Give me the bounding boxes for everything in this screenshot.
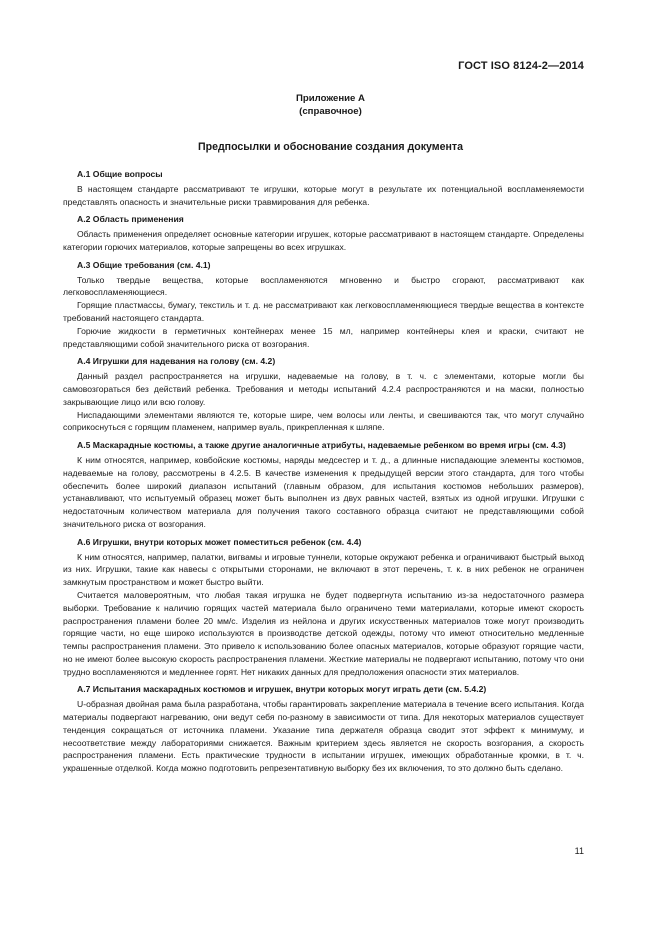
- paragraph: Только твердые вещества, которые воспламеняются мгновенно и быстро сгорают, рассматривают как легковоспламеняющиеся.: [63, 274, 584, 298]
- section-1: [63, 168, 584, 208]
- annex-title: Приложение А: [296, 93, 365, 104]
- document-title: Предпосылки и обоснование создания документа: [197, 141, 464, 153]
- paragraph: Горючие жидкости в герметичных контейнерах менее 15 мл, например контейнеры клея и краски, считают не представляющими собой значительного риска от возгорания.: [63, 325, 584, 349]
- paragraph: К ним относятся, например, палатки, вигвамы и игровые туннели, которые окружают ребенка и ограничивают быстрый выход из них. Игрушки, такие как навесы с открытыми сторонами, не включают в этот перечень, т. к. в них ребенок не ограничен замкнутым пространством и может быстро выйти.: [63, 551, 584, 588]
- paragraph: В настоящем стандарте рассматривают те игрушки, которые могут в результате их потенциальной воспламеняемости представлять опасность и значительные риски травмирования для ребенка.: [63, 183, 584, 207]
- section-4: [63, 355, 584, 434]
- section-title: А.5 Маскарадные костюмы, а также другие аналогичные атрибуты, надеваемые ребенком во время игры (см. 4.3): [77, 440, 566, 451]
- section-title: А.2 Область применения: [77, 214, 184, 225]
- section-7: [63, 683, 584, 775]
- section-6: [63, 536, 584, 679]
- paragraph: Считается маловероятным, что любая такая игрушка не будет подвергнута испытанию из-за недостаточного размера выборки. Требование к наличию горящих частей материала было ограничено теми материалами, которые имеют скорость распространения пламени более 20 мм/с. Изделия из нейлона и других искусственных материалов тоже могут производить горящие части, но еще широко используются в производстве детской одежды, потому что имеют относительно медленные темпы распространения пламени. Это привело к использованию более опасных материалов, которые образуют горящие части, но не имеют более высокую скорость распространения пламени. Жесткие материалы не подвергают испытанию, потому что они трудно воспламеняются и медленнее горят. Нет никаких данных для предположения опасности этих материалов.: [63, 589, 584, 677]
- paragraph: U-образная двойная рама была разработана, чтобы гарантировать закрепление материала в течение всего испытания. Когда материалы подвергают нагреванию, они ведут себя по-разному в зависимости от типа. Для некоторых материалов существует тенденция сокращаться от источника пламени. Указание типа держателя образца сводит этот эффект к минимуму, и несоответствие между лабораториями снижается. Важным критерием здесь является не скорость возгорания, а скорость распространения пламени. Есть практические трудности в испытании игрушек, имеющих обработанные кромки, в т. ч. украшенные отделкой. Когда можно подготовить репрезентативную выборку без их включения, то это должно быть сделано.: [63, 699, 584, 774]
- standard-header: ГОСТ ISO 8124-2—2014: [458, 60, 584, 72]
- paragraph: Ниспадающими элементами являются те, которые шире, чем волосы или ленты, и свешиваются так, что могут случайно соприкоснуться с горящим пламенем, например вуаль, прикрепленная к шляпе.: [63, 409, 584, 433]
- page-number: 11: [574, 846, 584, 856]
- document-body: [63, 168, 584, 780]
- annex-subtitle: (справочное): [299, 106, 362, 117]
- paragraph: Данный раздел распространяется на игрушки, надеваемые на голову, в т. ч. с элементами, которые могли бы самовозгораться без действий ребенка. Требования и методы испытаний 4.2.4 распространяются и на маски, полностью закрывающие лицо или всю голову.: [63, 371, 584, 407]
- section-5: [63, 439, 584, 531]
- paragraph: Горящие пластмассы, бумагу, текстиль и т. д. не рассматривают как легковоспламеняющиеся твердые вещества в контексте требований настоящего стандарта.: [63, 300, 584, 323]
- section-title: А.3 Общие требования (см. 4.1): [77, 259, 211, 270]
- paragraph: К ним относятся, например, ковбойские костюмы, наряды медсестер и т. д., а длинные ниспадающие элементы костюмов, надеваемые на голову, рассмотрены в 4.2.5. В качестве изменения к предыдущей версии этого стандарта, для того чтобы обеспечить более широкий диапазон испытаний (главным образом, для испытания костюмов небольших размеров), устанавливают, что испытуемый образец может быть выполнен из двух равных частей, взятых из одной игрушки. Игрушки с недостаточным количеством материала для получения такого составного образца считают не представляющими собой значительного риска от возгорания.: [63, 454, 584, 529]
- paragraph: Область применения определяет основные категории игрушек, которые рассматривают в настоящем стандарте. Определены категории горючих материалов, которые запрещены во всех игрушках.: [63, 229, 584, 252]
- section-title: А.1 Общие вопросы: [77, 169, 163, 179]
- section-title: А.7 Испытания маскарадных костюмов и игрушек, внутри которых могут играть дети (см. 5.4.2): [77, 684, 487, 695]
- section-2: [63, 213, 584, 253]
- section-title: А.4 Игрушки для надевания на голову (см. 4.2): [77, 356, 276, 367]
- section-title: А.6 Игрушки, внутри которых может поместиться ребенок (см. 4.4): [77, 536, 362, 547]
- section-3: [63, 259, 584, 351]
- annex-heading: [0, 92, 661, 118]
